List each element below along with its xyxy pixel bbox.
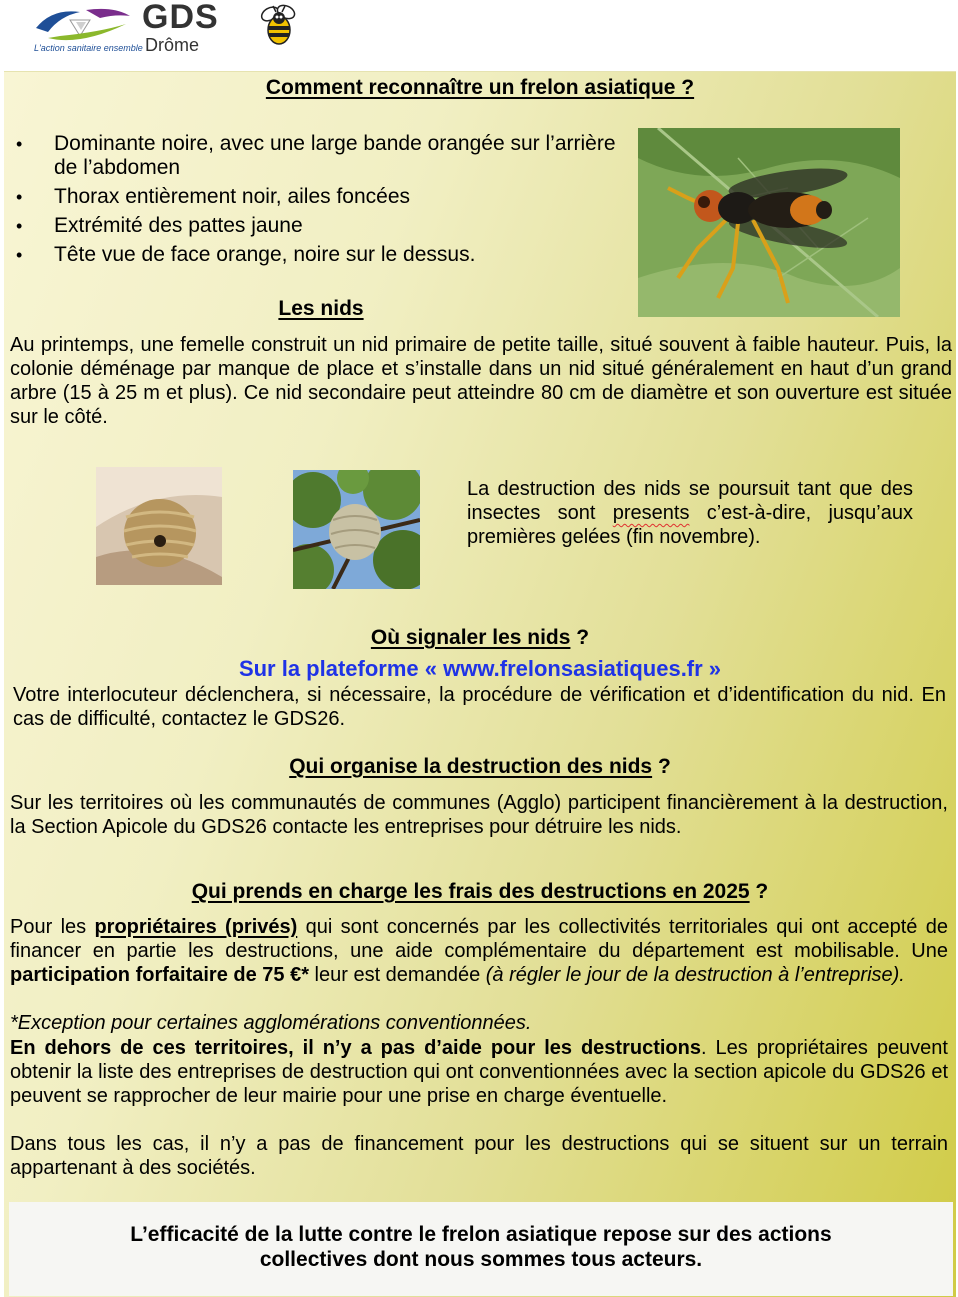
text-run: Pour les bbox=[10, 916, 95, 938]
secondary-nest-photo bbox=[293, 470, 420, 589]
identify-bullet-list bbox=[10, 132, 620, 272]
destruction-period-text bbox=[467, 477, 913, 549]
section-title-report bbox=[4, 626, 956, 650]
owners-highlight: propriétaires (privés) bbox=[94, 916, 298, 938]
content-panel bbox=[4, 71, 956, 1297]
section-title-organise bbox=[4, 755, 956, 779]
payment-note: (à régler le jour de la destruction à l’entreprise). bbox=[485, 964, 905, 986]
page-header bbox=[0, 0, 958, 70]
report-paragraph: Votre interlocuteur déclenchera, si nécessaire, la procédure de vérification et d’identification du nid. En cas de difficulté, contactez le GDS26. bbox=[13, 684, 946, 730]
no-aid-highlight: En dehors de ces territoires, il n’y a pas d’aide pour les destructions bbox=[10, 1037, 701, 1059]
list-item: • Dominante noire, avec une large bande orangée sur l’arrière de l’abdomen bbox=[10, 132, 620, 180]
footer-line-1: L’efficacité de la lutte contre le frelon asiatique repose sur des actions bbox=[130, 1223, 832, 1246]
text-run: qui sont concernés par les collectivités territoriales qui ont accepté de financer en partie les destructions, une aide complémentaire du département est mobilisable. Une bbox=[10, 916, 948, 962]
section-title-costs-text: Qui prends en charge les frais des destructions en 2025 bbox=[191, 880, 750, 903]
footer-line-2: collectives dont nous sommes tous acteurs. bbox=[259, 1248, 703, 1271]
costs-paragraph-1 bbox=[10, 915, 948, 987]
section-title-organise-text: Qui organise la destruction des nids bbox=[289, 755, 653, 778]
destruction-text-part: c’est-à-dire, jusqu’aux premières gelées (fin novembre). bbox=[467, 502, 913, 548]
list-item: • Tête vue de face orange, noire sur le dessus. bbox=[10, 243, 620, 267]
footer-banner bbox=[9, 1202, 953, 1296]
platform-link[interactable]: Sur la plateforme « www.frelonsasiatiques.fr » bbox=[238, 656, 722, 681]
list-item: • Extrémité des pattes jaune bbox=[10, 214, 620, 238]
costs-paragraph-2 bbox=[10, 1036, 948, 1108]
logo-tagline: L'action sanitaire ensemble bbox=[34, 43, 143, 53]
section-title-report-text: Où signaler les nids bbox=[370, 626, 571, 649]
fee-highlight: participation forfaitaire de 75 €* bbox=[10, 964, 309, 986]
destruction-text-part: La destruction des nids se poursuit tant que des insectes sont bbox=[467, 478, 913, 524]
title-suffix: ? bbox=[570, 626, 590, 649]
exception-note: *Exception pour certaines agglomérations conventionnées. bbox=[10, 1012, 532, 1034]
spellcheck-flagged-word: presents bbox=[612, 502, 690, 524]
title-suffix: ? bbox=[652, 755, 671, 778]
text-run: leur est demandée bbox=[308, 964, 486, 986]
section-title-nests: Les nids bbox=[278, 297, 364, 320]
section-title-costs bbox=[4, 880, 956, 904]
costs-paragraph-3: Dans tous les cas, il n’y a pas de financement pour les destructions qui se situent sur un terrain appartenant à des sociétés. bbox=[10, 1133, 948, 1179]
nests-paragraph: Au printemps, une femelle construit un nid primaire de petite taille, situé souvent à faible hauteur. Puis, la colonie déménage par manque de place et s’installe dans un nid situé généralement en haut d’un grand arbre (15 à 25 m et plus). Ce nid secondaire peut atteindre 80 cm de diamètre et son ouverture est située sur le côté. bbox=[10, 334, 952, 428]
list-item: • Thorax entièrement noir, ailes foncées bbox=[10, 185, 620, 209]
text-run: . Les propriétaires peuvent obtenir la liste des entreprises de destruction qui ont conventionnées avec la section apicole du GDS26 et peuvent se rapprocher de leur mairie pour une prise en charge éventuelle. bbox=[10, 1037, 948, 1107]
bee-icon bbox=[256, 2, 302, 48]
organise-paragraph: Sur les territoires où les communautés de communes (Agglo) participent financièrement à la destruction, la Section Apicole du GDS26 contacte les entreprises pour détruire les nids. bbox=[10, 792, 948, 838]
gds-logo-mark bbox=[30, 2, 134, 46]
logo-name: GDS bbox=[142, 0, 219, 36]
section-title-identify: Comment reconnaître un frelon asiatique ? bbox=[265, 76, 695, 99]
hornet-photo bbox=[638, 128, 900, 317]
logo-region: Drôme bbox=[145, 35, 200, 55]
primary-nest-photo bbox=[96, 467, 222, 585]
title-suffix: ? bbox=[749, 880, 769, 903]
